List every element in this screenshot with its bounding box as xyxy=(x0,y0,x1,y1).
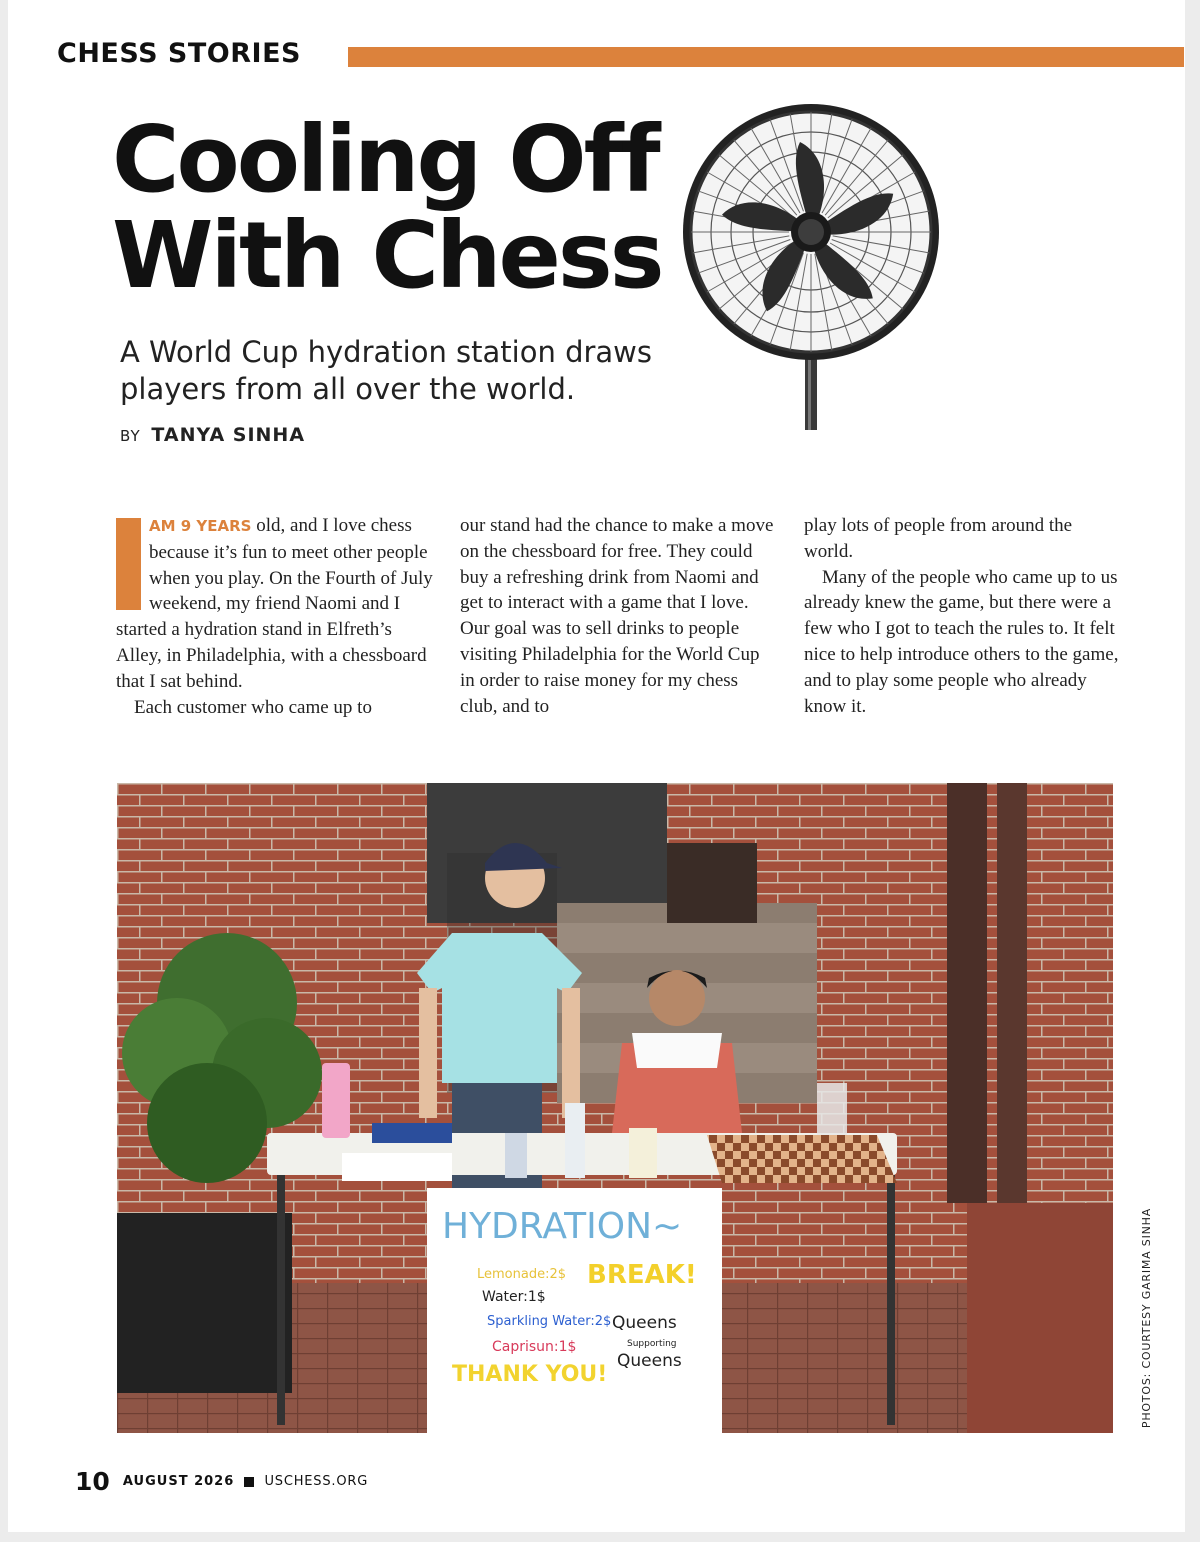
drop-cap xyxy=(116,518,141,610)
article-subtitle: A World Cup hydration station draws players from all over the world. xyxy=(120,335,652,406)
author-name: TANYA SINHA xyxy=(151,424,306,446)
separator-square xyxy=(244,1477,254,1487)
menu-item-4: Caprisun:1$ xyxy=(492,1339,577,1355)
section-heading: CHESS STORIES xyxy=(57,38,301,69)
page-number: 10 xyxy=(75,1467,110,1496)
byline xyxy=(120,424,305,446)
photo-credit: PHOTOS: COURTESY GARIMA SINHA xyxy=(1140,1207,1153,1429)
page-footer xyxy=(75,1467,368,1496)
paragraph-3: our stand had the chance to make a move on the chessboard for free. They could buy a refreshing drink from Naomi and get to interact with a game that I love. Our goal was to sell drinks to people visiting Philadelphia for the World Cup in order to raise money for my chess club, and to xyxy=(460,515,774,717)
text-column-3 xyxy=(804,513,1122,719)
paragraph-4: play lots of people from around the world. xyxy=(804,515,1073,562)
sign-queens-2: Queens xyxy=(617,1351,682,1371)
sign-title: HYDRATION~ xyxy=(442,1206,683,1247)
section-bar xyxy=(348,47,1184,67)
sign-break: BREAK! xyxy=(587,1260,697,1290)
title-line-1: Cooling Off xyxy=(112,106,658,213)
text-column-2 xyxy=(460,513,778,719)
paragraph-1-text: old, and I love chess because it’s fun to meet other people when you play. On the Fourth of July weekend, my friend Naomi and I started a hydration stand in Elfreth’s Alley, in Philadelphia, with a chessboard that I sat behind. xyxy=(116,515,433,692)
issue-date: AUGUST 2026 xyxy=(122,1474,235,1489)
text-column-1 xyxy=(116,513,434,720)
sign-thanks: THANK YOU! xyxy=(452,1362,608,1387)
hydration-stand-photo xyxy=(117,783,1113,1433)
menu-item-2: Water:1$ xyxy=(482,1289,546,1305)
paragraph-2: Each customer who came up to xyxy=(134,696,372,718)
title-line-2: With Chess xyxy=(112,202,662,309)
paragraph-5: Many of the people who came up to us already knew the game, but there were a few who I got to teach the rules to. It felt nice to help introduce others to the game, and to play some people who already know it. xyxy=(804,566,1119,717)
paragraph-1 xyxy=(116,513,434,695)
menu-item-1: Lemonade:2$ xyxy=(477,1267,567,1282)
website: USCHESS.ORG xyxy=(264,1474,369,1489)
sign-supporting: Supporting xyxy=(627,1339,677,1349)
menu-item-3: Sparkling Water:2$ xyxy=(487,1314,612,1329)
byline-prefix: BY xyxy=(120,427,141,445)
sign-queens: Queens xyxy=(612,1313,677,1333)
lead-in: AM 9 YEARS xyxy=(149,517,252,535)
article-title xyxy=(112,106,662,309)
